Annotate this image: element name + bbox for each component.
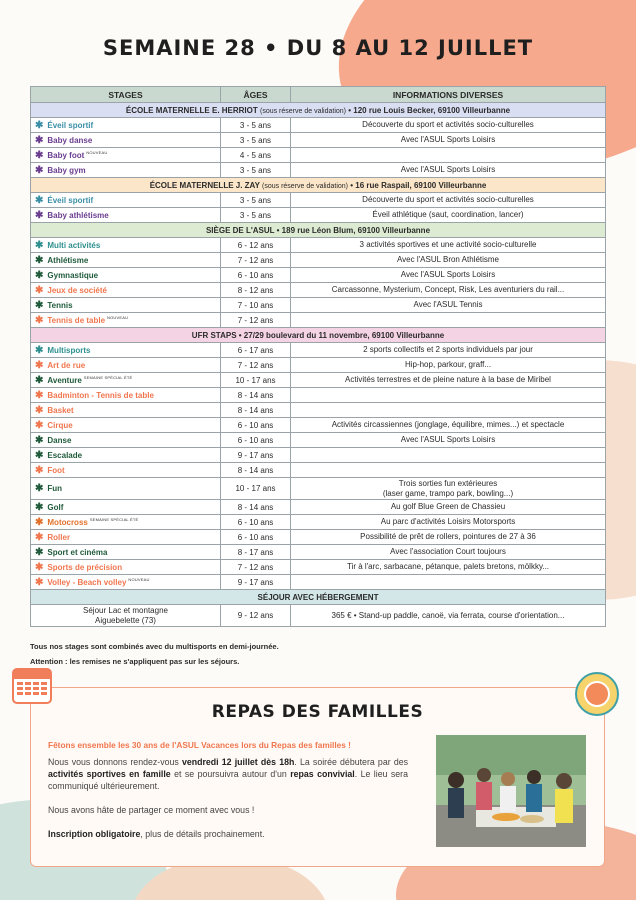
sport-icon: ✱ [35, 516, 44, 528]
sport-icon: ✱ [35, 314, 44, 326]
table-notes [30, 639, 279, 669]
info-cell: Découverte du sport et activités socio-culturelles [291, 118, 606, 133]
new-badge: SEMAINE SPÉCIAL ÉTÉ [89, 516, 139, 522]
info-cell: Éveil athlétique (saut, coordination, lancer) [291, 208, 606, 223]
table-row [31, 605, 606, 627]
sport-icon: ✱ [35, 299, 44, 311]
info-cell: Activités circassiennes (jonglage, équilibre, mimes...) et spectacle [291, 418, 606, 433]
section-title: ÉCOLE MATERNELLE E. HERRIOT (sous réserve de validation) • 120 rue Louis Becker, 69100 Villeurbanne [31, 103, 606, 118]
sport-icon: ✱ [35, 546, 44, 558]
age-range: 7 - 12 ans [221, 253, 291, 268]
age-range: 7 - 12 ans [221, 560, 291, 575]
age-range: 3 - 5 ans [221, 163, 291, 178]
repas-photo [436, 735, 586, 847]
table-body [31, 103, 606, 627]
sport-icon: ✱ [35, 209, 44, 221]
table-row [31, 313, 606, 328]
sport-icon: ✱ [35, 149, 44, 161]
info-cell [291, 388, 606, 403]
sport-icon: ✱ [35, 374, 44, 386]
table-row [31, 373, 606, 388]
stage-name: ✱ Multi activités [31, 238, 221, 253]
stage-name: ✱ Baby danse [31, 133, 221, 148]
table-row [31, 343, 606, 358]
info-cell: Découverte du sport et activités socio-culturelles [291, 193, 606, 208]
table-row [31, 253, 606, 268]
stage-name: ✱ Badminton - Tennis de table [31, 388, 221, 403]
table-row [31, 268, 606, 283]
new-badge: NOUVEAU [107, 314, 129, 320]
table-row [31, 208, 606, 223]
sport-icon: ✱ [35, 501, 44, 513]
section-row [31, 223, 606, 238]
info-cell: Possibilité de prêt de rollers, pointures de 27 à 36 [291, 530, 606, 545]
table-header-row [31, 87, 606, 103]
table-row [31, 545, 606, 560]
stage-name: ✱ Escalade [31, 448, 221, 463]
note-remises: Attention : les remises ne s'appliquent pas sur les séjours. [30, 657, 240, 666]
stage-name: ✱ Danse [31, 433, 221, 448]
age-range: 6 - 17 ans [221, 343, 291, 358]
repas-text [48, 756, 408, 852]
info-cell [291, 403, 606, 418]
age-range: 3 - 5 ans [221, 193, 291, 208]
table-row [31, 358, 606, 373]
table-row [31, 478, 606, 500]
age-range: 6 - 12 ans [221, 238, 291, 253]
table-row [31, 148, 606, 163]
stage-name: ✱ Multisports [31, 343, 221, 358]
sport-icon: ✱ [35, 269, 44, 281]
stage-name: ✱ Basket [31, 403, 221, 418]
info-cell: Activités terrestres et de pleine nature à la base de Miribel [291, 373, 606, 388]
stage-name: ✱ Tennis [31, 298, 221, 313]
stage-name: ✱ Baby athlétisme [31, 208, 221, 223]
section-title: UFR STAPS • 27/29 boulevard du 11 novembre, 69100 Villeurbanne [31, 328, 606, 343]
info-cell [291, 575, 606, 590]
info-cell: 2 sports collectifs et 2 sports individuels par jour [291, 343, 606, 358]
sport-icon: ✱ [35, 561, 44, 573]
stage-name: ✱ Baby foot $^{NOUVEAU}$ [31, 148, 221, 163]
table-row [31, 403, 606, 418]
stage-name: ✱ Éveil sportif [31, 118, 221, 133]
stage-name: ✱ Volley - Beach volley $^{NOUVEAU}$ [31, 575, 221, 590]
table-row [31, 193, 606, 208]
calendar-icon [12, 668, 52, 704]
info-cell: Avec l'ASUL Bron Athlétisme [291, 253, 606, 268]
age-range: 6 - 10 ans [221, 418, 291, 433]
sport-icon: ✱ [35, 254, 44, 266]
table-row [31, 560, 606, 575]
section-row [31, 328, 606, 343]
table-row [31, 463, 606, 478]
header-infos: INFORMATIONS DIVERSES [291, 87, 606, 103]
table-row [31, 433, 606, 448]
header-ages: ÂGES [221, 87, 291, 103]
header-stages: STAGES [31, 87, 221, 103]
stage-name: Séjour Lac et montagne Aiguebelette (73) [31, 605, 221, 627]
age-range: 9 - 17 ans [221, 448, 291, 463]
sport-icon: ✱ [35, 576, 44, 588]
table-row [31, 418, 606, 433]
sport-icon: ✱ [35, 164, 44, 176]
stage-name: ✱ Foot [31, 463, 221, 478]
table-row [31, 515, 606, 530]
stage-name: ✱ Sport et cinéma [31, 545, 221, 560]
age-range: 8 - 14 ans [221, 388, 291, 403]
age-range: 4 - 5 ans [221, 148, 291, 163]
sport-icon: ✱ [35, 483, 44, 494]
stage-name: ✱ Baby gym [31, 163, 221, 178]
info-cell: Trois sorties fun extérieures (laser game, trampo park, bowling...) [291, 478, 606, 500]
table-row [31, 448, 606, 463]
info-cell: Avec l'ASUL Sports Loisirs [291, 133, 606, 148]
info-cell [291, 463, 606, 478]
info-cell: Avec l'ASUL Sports Loisirs [291, 163, 606, 178]
sport-icon: ✱ [35, 389, 44, 401]
age-range: 10 - 17 ans [221, 373, 291, 388]
info-cell: Avec l'ASUL Sports Loisirs [291, 268, 606, 283]
sport-icon: ✱ [35, 119, 44, 131]
stage-name: ✱ Fun [31, 478, 221, 500]
age-range: 7 - 12 ans [221, 358, 291, 373]
stage-name: ✱ Motocross $^{SEMAINE SPÉCIAL ÉTÉ}$ [31, 515, 221, 530]
sport-icon: ✱ [35, 404, 44, 416]
table-row [31, 500, 606, 515]
sport-icon: ✱ [35, 344, 44, 356]
section-row [31, 590, 606, 605]
sport-icon: ✱ [35, 194, 44, 206]
age-range: 3 - 5 ans [221, 133, 291, 148]
stage-name: ✱ Éveil sportif [31, 193, 221, 208]
sport-icon: ✱ [35, 134, 44, 146]
info-cell [291, 148, 606, 163]
sport-icon: ✱ [35, 464, 44, 476]
stage-name: ✱ Athlétisme [31, 253, 221, 268]
repas-paragraph: Inscription obligatoire, plus de détails prochainement. [48, 829, 265, 839]
stage-name: ✱ Jeux de société [31, 283, 221, 298]
sport-icon: ✱ [35, 531, 44, 543]
repas-paragraph: Nous vous donnons rendez-vous vendredi 12 juillet dès 18h. La soirée débutera par des activités sportives en famille et se poursuivra autour d'un repas convivial. Le lieu sera communiqué ultérieurement. [48, 757, 409, 791]
table-row [31, 298, 606, 313]
note-multisports: Tous nos stages sont combinés avec du multisports en demi-journée. [30, 642, 279, 651]
repas-title: REPAS DES FAMILLES [211, 702, 424, 722]
info-cell: 3 activités sportives et une activité socio-culturelle [291, 238, 606, 253]
info-cell: Avec l'ASUL Sports Loisirs [291, 433, 606, 448]
repas-paragraph: Nous avons hâte de partager ce moment avec vous ! [48, 805, 255, 815]
sport-icon: ✱ [35, 284, 44, 296]
section-title: SIÈGE DE L'ASUL • 189 rue Léon Blum, 69100 Villeurbanne [31, 223, 606, 238]
stages-table-wrap [30, 86, 606, 627]
age-range: 6 - 10 ans [221, 268, 291, 283]
stage-name: ✱ Tennis de table $^{NOUVEAU}$ [31, 313, 221, 328]
sport-icon: ✱ [35, 434, 44, 446]
stage-name: ✱ Art de rue [31, 358, 221, 373]
sport-icon: ✱ [35, 449, 44, 461]
info-cell: Avec l'association Court toujours [291, 545, 606, 560]
age-range: 6 - 10 ans [221, 530, 291, 545]
page-title: SEMAINE 28 • DU 8 AU 12 JUILLET [102, 36, 534, 60]
stage-name: ✱ Gymnastique [31, 268, 221, 283]
new-badge: SEMAINE SPÉCIAL ÉTÉ [83, 374, 133, 380]
table-row [31, 133, 606, 148]
sport-icon: ✱ [35, 239, 44, 251]
new-badge: NOUVEAU [86, 149, 108, 155]
table-row [31, 388, 606, 403]
age-range: 8 - 17 ans [221, 545, 291, 560]
age-range: 8 - 14 ans [221, 500, 291, 515]
stage-name: ✱ Cirque [31, 418, 221, 433]
age-range: 9 - 12 ans [221, 605, 291, 627]
age-range: 7 - 10 ans [221, 298, 291, 313]
stage-name: ✱ Golf [31, 500, 221, 515]
info-cell [291, 448, 606, 463]
age-range: 10 - 17 ans [221, 478, 291, 500]
age-range: 6 - 10 ans [221, 515, 291, 530]
age-range: 3 - 5 ans [221, 118, 291, 133]
info-cell: Hip-hop, parkour, graff... [291, 358, 606, 373]
section-title: SÉJOUR AVEC HÉBERGEMENT [31, 590, 606, 605]
stage-name: ✱ Aventure $^{SEMAINE SPÉCIAL ÉTÉ}$ [31, 373, 221, 388]
sport-icon: ✱ [35, 419, 44, 431]
age-range: 8 - 14 ans [221, 403, 291, 418]
info-cell: 365 € • Stand-up paddle, canoë, via ferrata, course d'orientation... [291, 605, 606, 627]
info-cell [291, 313, 606, 328]
age-range: 9 - 17 ans [221, 575, 291, 590]
section-row [31, 178, 606, 193]
info-cell: Tir à l'arc, sarbacane, pétanque, palets bretons, mölkky... [291, 560, 606, 575]
stage-name: ✱ Sports de précision [31, 560, 221, 575]
table-row [31, 163, 606, 178]
stages-table [30, 86, 606, 627]
age-range: 7 - 12 ans [221, 313, 291, 328]
info-cell: Au golf Blue Green de Chassieu [291, 500, 606, 515]
stage-name: ✱ Roller [31, 530, 221, 545]
table-row [31, 118, 606, 133]
info-cell: Carcassonne, Mysterium, Concept, Risk, Les aventuriers du rail... [291, 283, 606, 298]
new-badge: NOUVEAU [128, 576, 150, 582]
repas-subtitle: Fêtons ensemble les 30 ans de l'ASUL Vacances lors du Repas des familles ! [48, 740, 351, 750]
table-row [31, 238, 606, 253]
age-range: 6 - 10 ans [221, 433, 291, 448]
age-range: 3 - 5 ans [221, 208, 291, 223]
table-row [31, 283, 606, 298]
age-range: 8 - 12 ans [221, 283, 291, 298]
info-cell: Avec l'ASUL Tennis [291, 298, 606, 313]
age-range: 8 - 14 ans [221, 463, 291, 478]
table-row [31, 575, 606, 590]
info-cell: Au parc d'activités Loisirs Motorsports [291, 515, 606, 530]
sport-icon: ✱ [35, 359, 44, 371]
section-row [31, 103, 606, 118]
table-row [31, 530, 606, 545]
section-title: ÉCOLE MATERNELLE J. ZAY (sous réserve de validation) • 16 rue Raspail, 69100 Villeurbanne [31, 178, 606, 193]
